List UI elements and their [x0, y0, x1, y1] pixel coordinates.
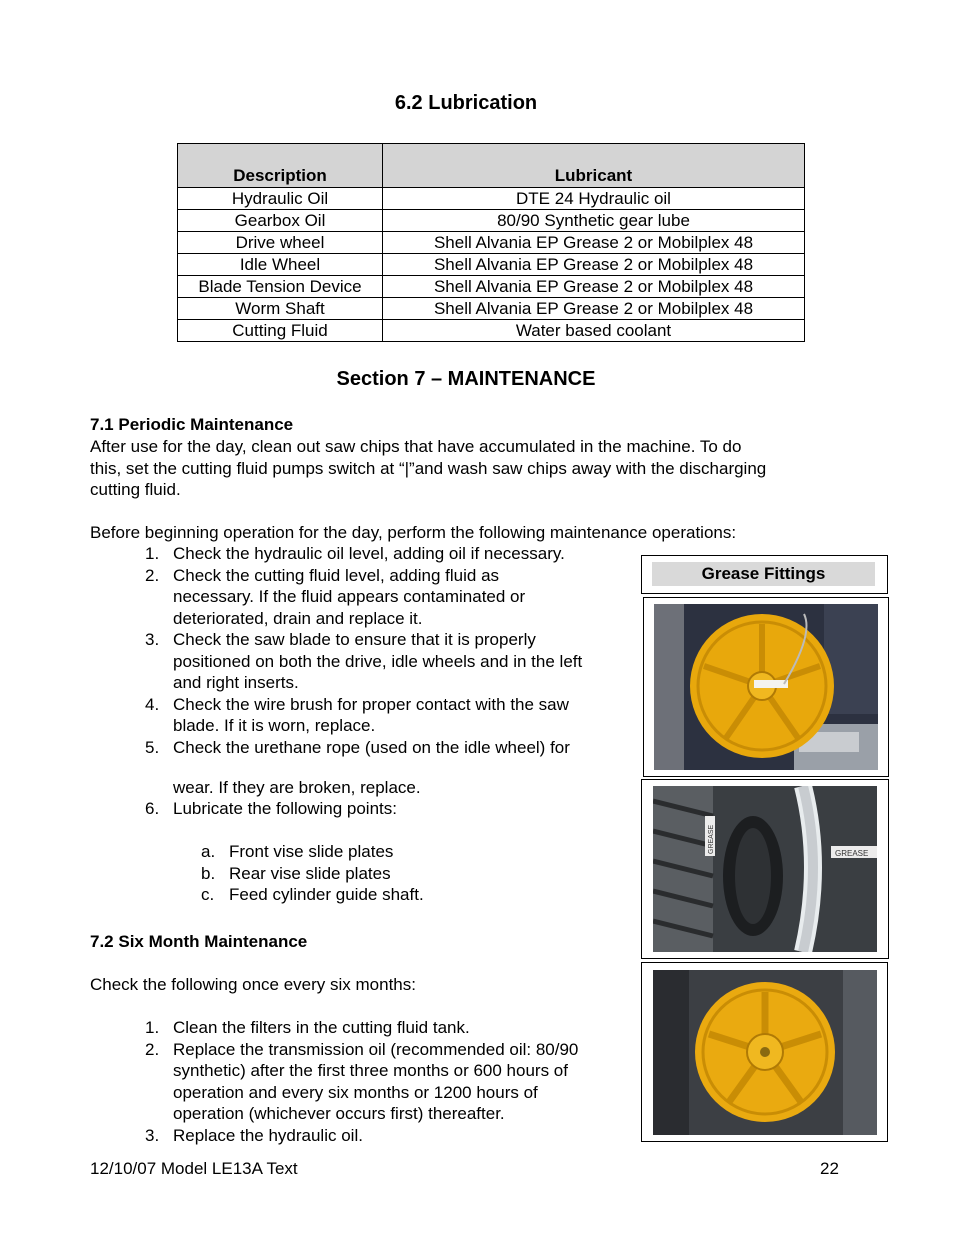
table-cell: DTE 24 Hydraulic oil — [383, 188, 805, 210]
list-item — [145, 565, 635, 630]
column-header-lubricant: Lubricant — [383, 144, 805, 188]
list-item — [145, 1125, 635, 1147]
text-line: Feed cylinder guide shaft. — [229, 885, 424, 904]
list-number: 5. — [145, 737, 160, 757]
list-item — [145, 1039, 635, 1125]
worm-shaft-photo-image — [653, 786, 877, 952]
text-line: Front vise slide plates — [229, 842, 394, 861]
list-number: 3. — [145, 630, 160, 649]
text-line: Check the wire brush for proper contact with the saw — [173, 694, 569, 714]
list-item — [145, 737, 635, 759]
table-cell: Water based coolant — [383, 320, 805, 342]
text-line: Replace the hydraulic oil. — [173, 1125, 363, 1145]
footer-document-info: 12/10/07 Model LE13A Text — [90, 1159, 298, 1178]
table-cell: Cutting Fluid — [178, 320, 383, 342]
section-heading-lubrication: 6.2 Lubrication — [394, 92, 538, 114]
list-item — [201, 863, 601, 885]
list-letter: a. — [201, 842, 216, 861]
table-row — [178, 188, 805, 210]
table-row — [178, 254, 805, 276]
daily-checklist — [145, 543, 635, 758]
list-number: 2. — [145, 1039, 160, 1059]
list-number: 2. — [145, 565, 160, 585]
table-cell: Shell Alvania EP Grease 2 or Mobilplex 48 — [383, 254, 805, 276]
table-row — [178, 232, 805, 254]
text-line: deteriorated, drain and replace it. — [173, 608, 423, 628]
list-item — [145, 694, 635, 737]
table-cell: Gearbox Oil — [178, 210, 383, 232]
text-line: Check the saw blade to ensure that it is properly — [173, 630, 536, 649]
text-line: necessary. If the fluid appears contaminated or — [173, 587, 526, 606]
list-item — [145, 629, 635, 694]
column-header-description: Description — [178, 144, 383, 188]
six-month-checklist — [145, 1017, 635, 1146]
list-letter: c. — [201, 885, 215, 904]
list-item — [145, 543, 635, 565]
photo-worm-shaft — [641, 779, 889, 959]
grease-fittings-title: Grease Fittings — [652, 562, 875, 586]
text-line: this, set the cutting fluid pumps switch at “|”and wash saw chips away with the discharging — [90, 458, 767, 478]
text-line: blade. If it is worn, replace. — [173, 716, 376, 735]
table-cell: Shell Alvania EP Grease 2 or Mobilplex 48 — [383, 298, 805, 320]
wheel-photo-3-image — [653, 970, 877, 1135]
subsection-heading-six-month: 7.2 Six Month Maintenance — [90, 932, 308, 951]
daily-intro: Before beginning operation for the day, perform the following maintenance operations: — [90, 523, 737, 542]
text-line: Check the cutting fluid level, adding fluid as — [173, 565, 500, 585]
text-line: operation and every six months or 1200 hours of — [173, 1082, 538, 1102]
list-item — [201, 884, 601, 906]
table-cell: 80/90 Synthetic gear lube — [383, 210, 805, 232]
list-number: 3. — [145, 1125, 160, 1145]
table-row — [178, 210, 805, 232]
periodic-paragraph — [90, 436, 890, 501]
list-item-text: Lubricate the following points: — [173, 799, 397, 818]
grease-label-text: GREASE — [835, 849, 869, 858]
table-cell: Worm Shaft — [178, 298, 383, 320]
table-cell: Hydraulic Oil — [178, 188, 383, 210]
text-line: Check the urethane rope (used on the idle wheel) for — [173, 737, 570, 757]
list-number: 6. — [145, 799, 160, 818]
section-title-maintenance: Section 7 – MAINTENANCE — [336, 368, 596, 390]
text-line: operation (whichever occurs first) thereafter. — [173, 1104, 505, 1123]
lubrication-points-list — [201, 841, 601, 906]
list-number: 1. — [145, 544, 160, 563]
photo-idle-wheel — [641, 962, 888, 1142]
list-letter: b. — [201, 863, 216, 883]
photo-drive-wheel — [643, 597, 889, 777]
list-item — [145, 1017, 635, 1039]
text-line: positioned on both the drive, idle wheels and in the left — [173, 651, 583, 671]
table-row — [178, 298, 805, 320]
text-line: cutting fluid. — [90, 480, 181, 499]
six-month-intro: Check the following once every six months: — [90, 975, 416, 994]
list-item-continuation: wear. If they are broken, replace. — [173, 778, 421, 797]
lubrication-table — [177, 143, 805, 342]
list-number: 1. — [145, 1018, 160, 1037]
text-line: and right inserts. — [173, 673, 299, 692]
subsection-heading-periodic: 7.1 Periodic Maintenance — [90, 415, 294, 434]
footer-page-number: 22 — [820, 1159, 839, 1178]
text-line: Check the hydraulic oil level, adding oil if necessary. — [173, 544, 565, 563]
wheel-photo-1-image — [654, 604, 878, 770]
table-cell: Shell Alvania EP Grease 2 or Mobilplex 48 — [383, 276, 805, 298]
text-line: synthetic) after the first three months or 600 hours of — [173, 1061, 568, 1080]
text-line: Clean the filters in the cutting fluid tank. — [173, 1018, 470, 1037]
list-item — [201, 841, 601, 863]
table-row — [178, 320, 805, 342]
table-header-row — [178, 144, 805, 188]
grease-label-text: GREASE — [708, 824, 715, 854]
table-cell: Drive wheel — [178, 232, 383, 254]
text-line: Replace the transmission oil (recommended oil: 80/90 — [173, 1039, 579, 1059]
list-number: 4. — [145, 694, 160, 714]
grease-fittings-title-box — [641, 555, 888, 594]
table-cell: Shell Alvania EP Grease 2 or Mobilplex 48 — [383, 232, 805, 254]
table-cell: Blade Tension Device — [178, 276, 383, 298]
table-cell: Idle Wheel — [178, 254, 383, 276]
text-line: Rear vise slide plates — [229, 863, 391, 883]
table-row — [178, 276, 805, 298]
list-item — [145, 798, 397, 820]
text-line: After use for the day, clean out saw chips that have accumulated in the machine. To do — [90, 437, 742, 456]
